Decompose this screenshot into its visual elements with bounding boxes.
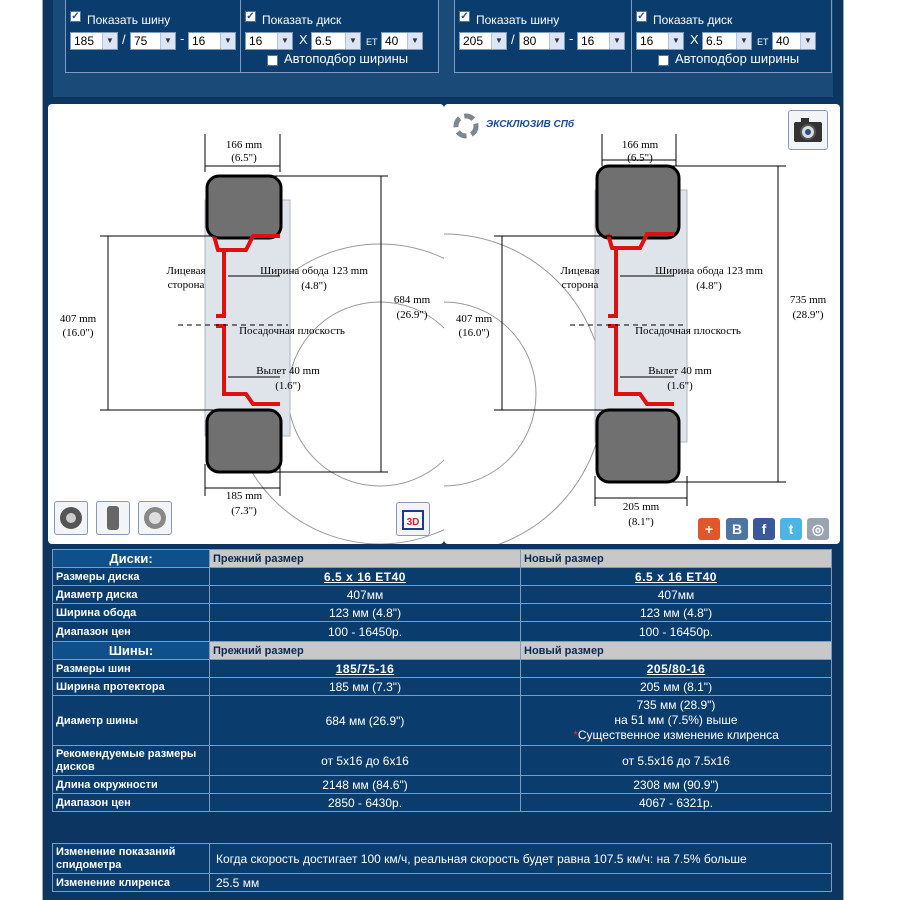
disk-width-select[interactable]: 6.5 ▼: [702, 32, 752, 50]
new-size-header: Новый размер: [521, 642, 832, 660]
offset-in: (1.6"): [275, 380, 301, 392]
cube-3d-icon[interactable]: [396, 502, 430, 536]
tire-front-icon[interactable]: [96, 501, 130, 535]
table-row: [53, 874, 832, 892]
facebook-icon[interactable]: f: [753, 518, 775, 540]
face-side-label-1: Лицевая: [560, 265, 600, 277]
table-row: [53, 776, 832, 794]
old-size-header: Прежний размер: [210, 642, 521, 660]
tire-diameter-diff: на 51 мм (7.5%) выше: [614, 713, 738, 727]
slash-separator: /: [122, 32, 126, 47]
wheel-diagram-new: [444, 104, 840, 544]
disks-table: [52, 549, 832, 812]
row-label: Диапазон цен: [53, 622, 210, 642]
tire-side-icon[interactable]: [54, 501, 88, 535]
warning-star: *: [573, 728, 578, 742]
disk-controls-old: [240, 0, 439, 72]
table-row: [53, 550, 832, 568]
row-label: Ширина обода: [53, 604, 210, 622]
plus-share-icon[interactable]: +: [698, 518, 720, 540]
cell-new: 123 мм (4.8"): [521, 604, 832, 622]
cell-old: 185 мм (7.3"): [210, 678, 521, 696]
rim-width-in: (4.8"): [696, 280, 722, 292]
cell-new: 2308 мм (90.9"): [521, 776, 832, 794]
autofit-checkbox[interactable]: [658, 55, 669, 66]
row-label: Ширина протектора: [53, 678, 210, 696]
table-row: [53, 794, 832, 812]
tire-diameter-select[interactable]: 16 ▼: [188, 32, 236, 50]
controls-old: [65, 0, 439, 73]
tire-diameter-mm: 684 mm: [393, 294, 431, 306]
cell-old: 2148 мм (84.6"): [210, 776, 521, 794]
autofit-label: Автоподбор ширины: [284, 51, 409, 66]
show-tire-checkbox[interactable]: ✓: [460, 11, 469, 22]
cell-new: 205 мм (8.1"): [521, 678, 832, 696]
controls-new: [454, 0, 832, 73]
tire-profile-select[interactable]: 80 ▼: [519, 32, 565, 50]
cell-old: 407мм: [210, 586, 521, 604]
show-disk-checkbox[interactable]: ✓: [637, 11, 646, 22]
face-side-label-2: сторона: [167, 279, 205, 291]
bottom-width-in: (7.3"): [231, 505, 257, 517]
rim-width-in: (4.8"): [301, 280, 327, 292]
et-label: ЕТ: [757, 37, 769, 47]
bottom-width-in: (8.1"): [628, 516, 654, 528]
rim-width-label: Ширина обода 123 mm: [260, 265, 368, 277]
bottom-width-mm: 185 mm: [225, 490, 263, 502]
row-label: Длина окружности: [53, 776, 210, 794]
show-tire-checkbox[interactable]: ✓: [71, 11, 80, 22]
slash-separator: /: [511, 32, 515, 47]
tire-width-select[interactable]: 185 ▼: [70, 32, 118, 50]
speedo-label: Изменение показаний спидометра: [53, 844, 210, 874]
table-row: [53, 568, 832, 586]
top-width-in: (6.5"): [627, 152, 653, 164]
offset-label: Вылет 40 mm: [256, 365, 320, 377]
mount-plane-label: Посадочная плоскость: [239, 325, 345, 337]
cell-new: 4067 - 6321р.: [521, 794, 832, 812]
table-row: [53, 586, 832, 604]
show-disk-label: Показать диск: [653, 13, 733, 27]
vk-icon[interactable]: В: [726, 518, 748, 540]
disk-diameter-select[interactable]: 16 ▼: [245, 32, 293, 50]
disk-width-select[interactable]: 6.5 ▼: [311, 32, 361, 50]
row-label: Рекомендуемые размеры дисков: [53, 746, 210, 776]
tire-size-old-link[interactable]: 185/75-16: [335, 661, 395, 676]
cell-old: 123 мм (4.8"): [210, 604, 521, 622]
clearance-label: Изменение клиренса: [53, 874, 210, 892]
wheel-diagram-old: [48, 104, 444, 544]
tire-controls-new: [455, 0, 631, 72]
row-label: Диапазон цен: [53, 794, 210, 812]
top-width-in: (6.5"): [231, 152, 257, 164]
x-separator: X: [299, 32, 308, 47]
bottom-width-mm: 205 mm: [622, 501, 660, 513]
tire-diameter-select[interactable]: 16 ▼: [577, 32, 625, 50]
face-side-label-2: сторона: [561, 279, 599, 291]
diagram-old: [48, 104, 444, 544]
row-label: Размеры шин: [53, 660, 210, 678]
autofit-label: Автоподбор ширины: [675, 51, 800, 66]
table-row: [53, 746, 832, 776]
twitter-icon[interactable]: t: [780, 518, 802, 540]
top-width-mm: 166 mm: [225, 139, 263, 151]
clearance-warning: Существенное изменение клиренса: [577, 728, 779, 742]
cell-old: 2850 - 6430р.: [210, 794, 521, 812]
rim-diameter-mm: 407 mm: [59, 313, 97, 325]
show-tire-label: Показать шину: [87, 13, 171, 27]
summary-table: [52, 843, 832, 892]
row-label: Размеры диска: [53, 568, 210, 586]
tire-width-select[interactable]: 205 ▼: [459, 32, 507, 50]
mount-plane-label: Посадочная плоскость: [635, 325, 741, 337]
tire-diameter-mm: 735 mm: [789, 294, 827, 306]
table-row: [53, 678, 832, 696]
offset-label: Вылет 40 mm: [648, 365, 712, 377]
tire-profile-select[interactable]: 75 ▼: [130, 32, 176, 50]
cell-old: от 5x16 до 6x16: [210, 746, 521, 776]
tire-diameter-in: (28.9"): [792, 309, 824, 321]
other-share-icon[interactable]: ◎: [807, 518, 829, 540]
dash-separator: -: [180, 31, 185, 46]
disk-diameter-select[interactable]: 16 ▼: [636, 32, 684, 50]
show-tire-label: Показать шину: [476, 13, 560, 27]
disks-header: Диски:: [53, 550, 210, 568]
wheel-view-icon[interactable]: [138, 501, 172, 535]
table-row: [53, 844, 832, 874]
top-width-mm: 166 mm: [621, 139, 659, 151]
show-disk-checkbox[interactable]: ✓: [246, 11, 255, 22]
x-separator: X: [690, 32, 699, 47]
cell-old: 100 - 16450р.: [210, 622, 521, 642]
face-side-label-1: Лицевая: [166, 265, 206, 277]
new-size-header: Новый размер: [521, 550, 832, 568]
et-label: ЕТ: [366, 37, 378, 47]
tire-size-new-link[interactable]: 205/80-16: [646, 661, 706, 676]
et-select[interactable]: 40 ▼: [772, 32, 816, 50]
table-row: [53, 622, 832, 642]
rim-diameter-in: (16.0"): [62, 327, 94, 339]
cell-new: 407мм: [521, 586, 832, 604]
speedo-text: Когда скорость достигает 100 км/ч, реальная скорость будет равна 107.5 км/ч: на 7.5% больше: [210, 844, 832, 874]
rim-width-label: Ширина обода 123 mm: [655, 265, 763, 277]
cell-new: от 5.5x16 до 7.5x16: [521, 746, 832, 776]
table-row: [53, 696, 832, 746]
et-select[interactable]: 40 ▼: [381, 32, 423, 50]
tires-header: Шины:: [53, 642, 210, 660]
brand-name: ЭКСКЛЮЗИВ СПб: [486, 119, 575, 130]
dash-separator: -: [569, 31, 574, 46]
tire-diameter-new: 735 мм (28.9"): [636, 698, 716, 712]
cell-old: 684 мм (26.9"): [210, 696, 521, 746]
old-size-header: Прежний размер: [210, 550, 521, 568]
table-row: [53, 604, 832, 622]
tire-diameter-in: (26.9"): [396, 309, 428, 321]
clearance-value: 25.5 мм: [210, 874, 832, 892]
svg-text:3D: 3D: [406, 517, 420, 528]
tire-controls-old: [66, 0, 240, 72]
disk-size-old-link[interactable]: 6.5 x 16 ET40: [324, 569, 406, 584]
autofit-checkbox[interactable]: [267, 55, 278, 66]
rim-diameter-mm: 407 mm: [455, 313, 493, 325]
show-disk-label: Показать диск: [262, 13, 342, 27]
table-row: [53, 642, 832, 660]
disk-controls-new: [631, 0, 832, 72]
diagram-new: [444, 104, 840, 544]
row-label: Диаметр диска: [53, 586, 210, 604]
cell-new: 100 - 16450р.: [521, 622, 832, 642]
camera-icon[interactable]: [788, 110, 828, 150]
row-label: Диаметр шины: [53, 696, 210, 746]
rim-diameter-in: (16.0"): [458, 327, 490, 339]
offset-in: (1.6"): [667, 380, 693, 392]
disk-size-new-link[interactable]: 6.5 x 16 ET40: [635, 569, 717, 584]
table-row: [53, 660, 832, 678]
